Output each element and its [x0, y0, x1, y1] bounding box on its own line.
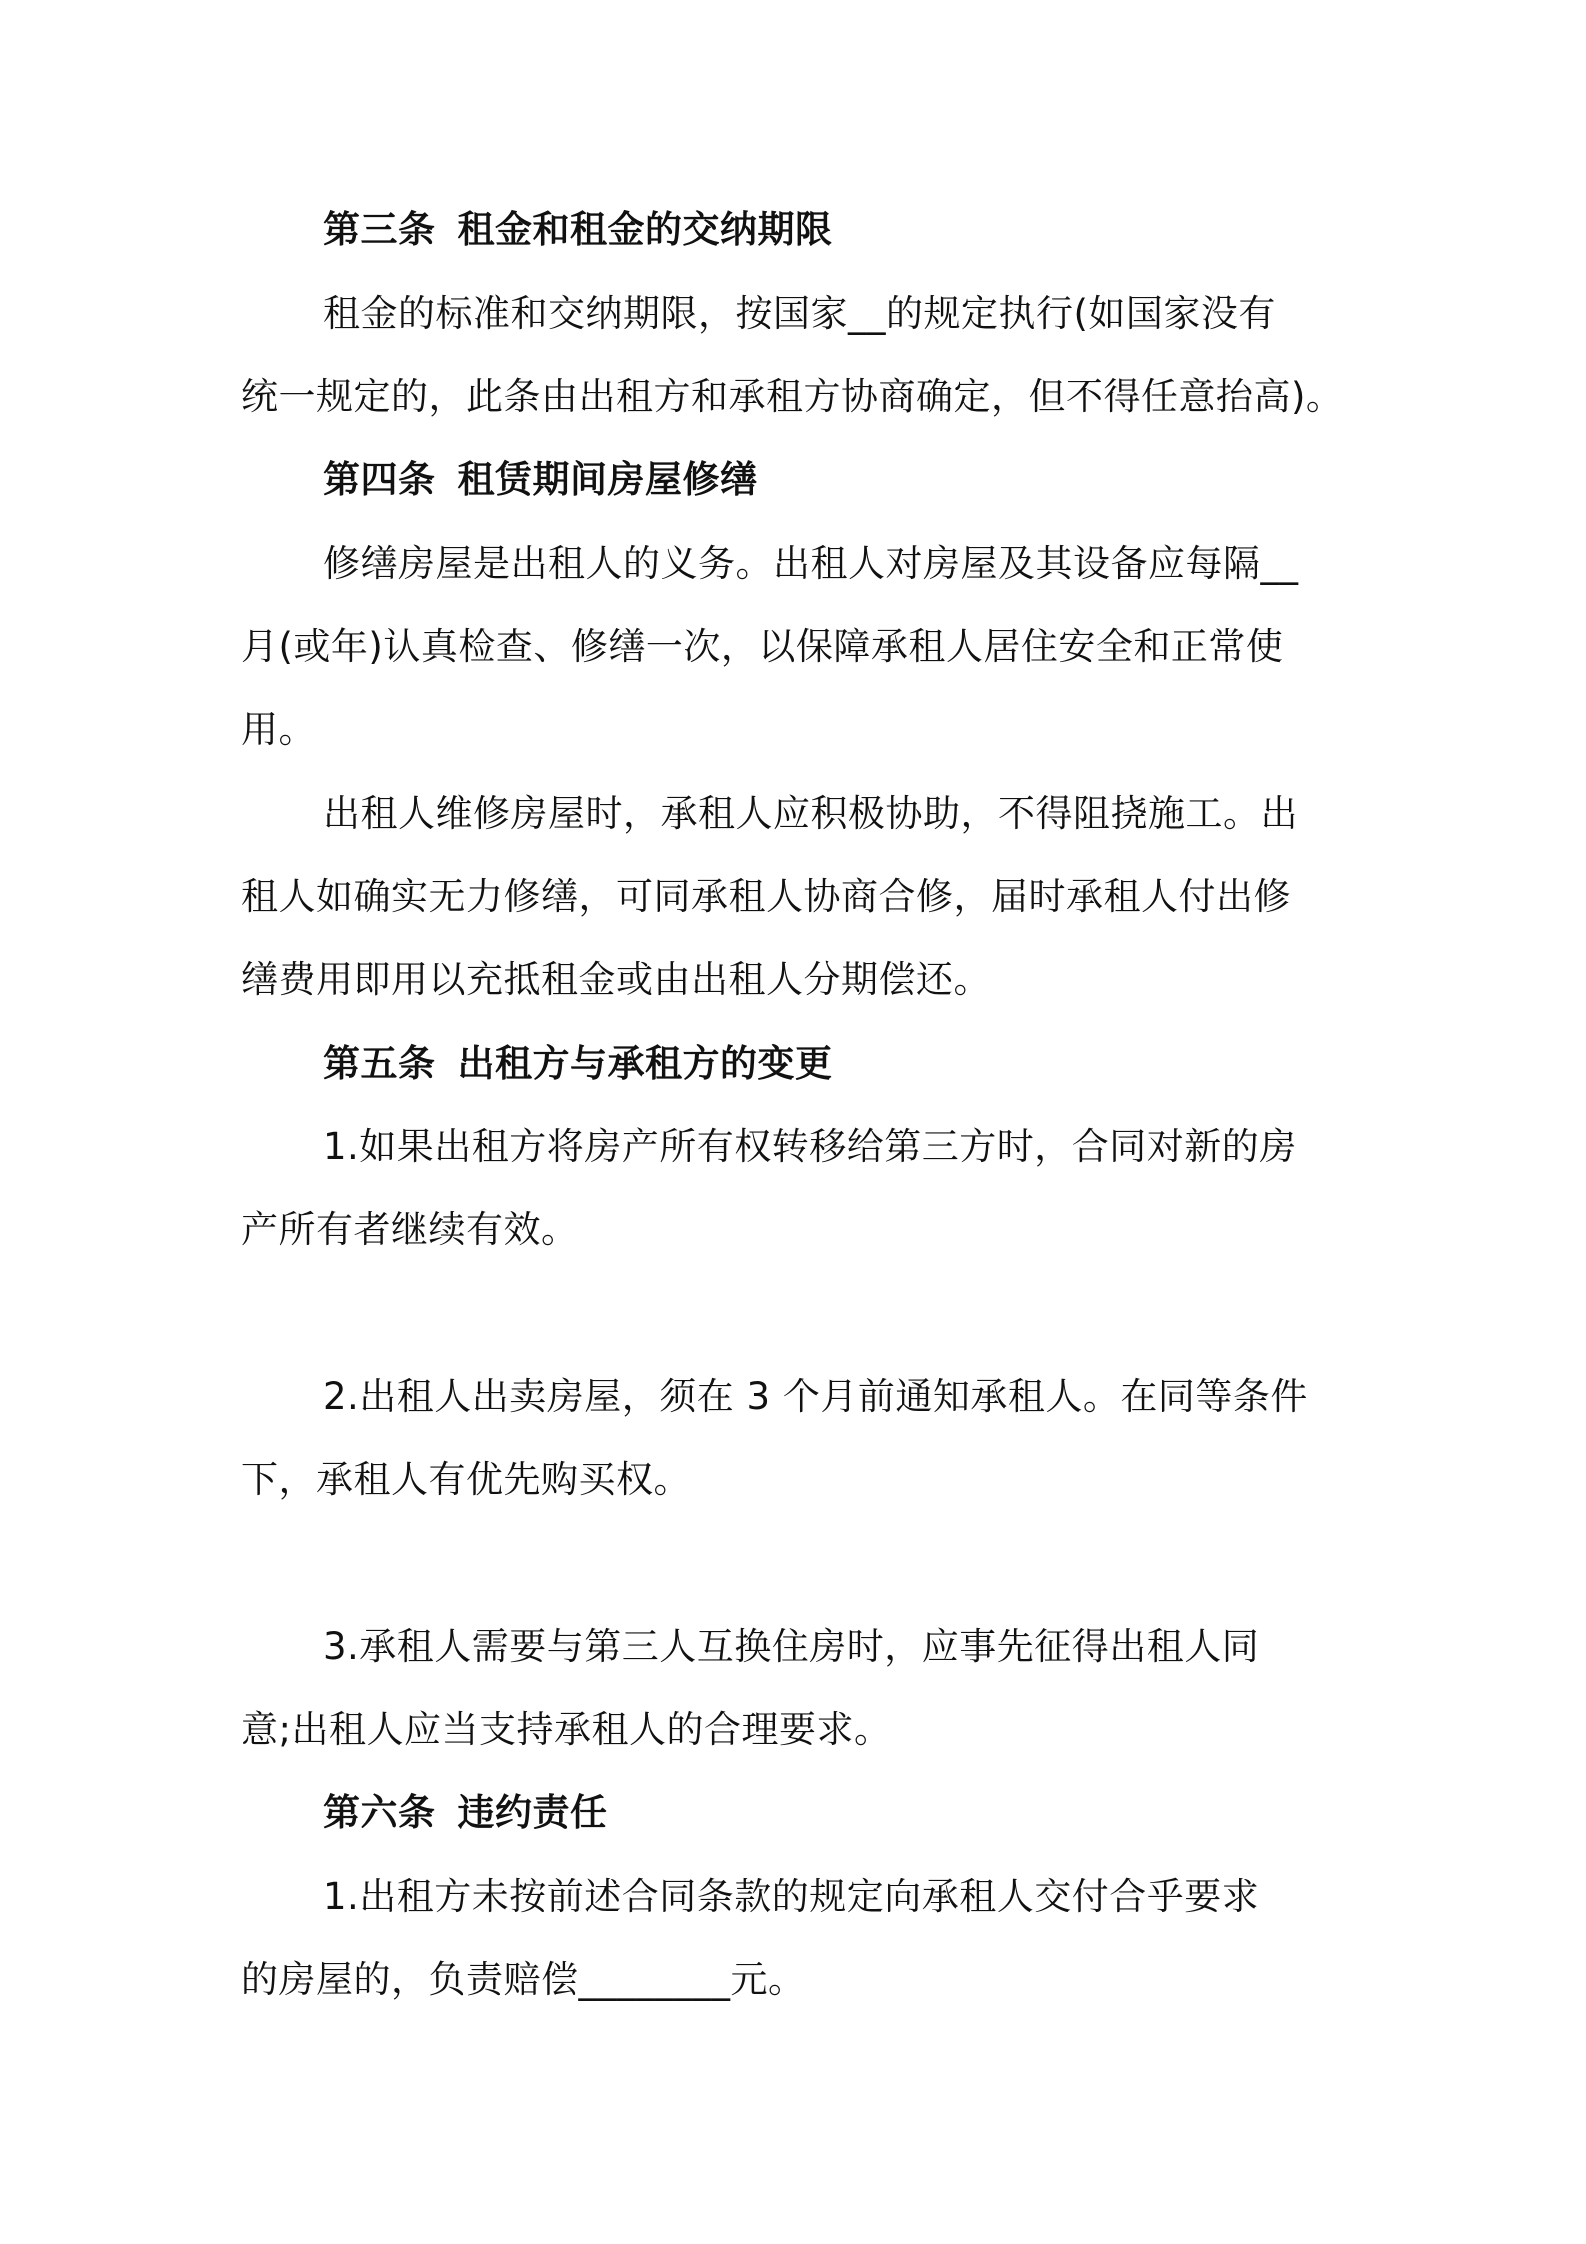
- article-4-para-2-line-1: 出租人维修房屋时，承租人应积极协助，不得阻挠施工。出: [323, 792, 1298, 835]
- article-5-item-3-line-2: 意;出租人应当支持承租人的合理要求。: [241, 1708, 892, 1751]
- article-4-number: 第四条: [323, 458, 436, 501]
- article-6-item-1-line-2: 的房屋的，负责赔偿________元。: [241, 1958, 806, 2001]
- article-5-title: 出租方与承租方的变更: [457, 1042, 833, 1085]
- article-5-item-2-line-2: 下，承租人有优先购买权。: [241, 1458, 691, 1501]
- article-4-para-1-line-3: 用。: [241, 708, 316, 751]
- article-6-title: 违约责任: [457, 1791, 608, 1834]
- article-3-para-line-2: 统一规定的，此条由出租方和承租方协商确定，但不得任意抬高)。: [241, 375, 1344, 418]
- article-6-heading: [323, 1789, 608, 1837]
- article-6-number: 第六条: [323, 1791, 436, 1834]
- article-4-title: 租赁期间房屋修缮: [457, 458, 758, 501]
- article-3-number: 第三条: [323, 208, 436, 251]
- article-4-para-2-line-2: 租人如确实无力修缮，可同承租人协商合修，届时承租人付出修: [241, 875, 1291, 918]
- article-5-number: 第五条: [323, 1042, 436, 1085]
- article-4-heading: [323, 456, 758, 504]
- article-5-item-1-line-1: 1.如果出租方将房产所有权转移给第三方时，合同对新的房: [323, 1125, 1297, 1168]
- article-3-heading: [323, 206, 833, 254]
- article-5-item-2-line-1: 2.出租人出卖房屋，须在 3 个月前通知承租人。在同等条件: [323, 1375, 1308, 1418]
- article-5-item-1-line-2: 产所有者继续有效。: [241, 1208, 579, 1251]
- article-5-item-3-line-1: 3.承租人需要与第三人互换住房时，应事先征得出租人同: [323, 1625, 1260, 1668]
- article-4-para-2-line-3: 缮费用即用以充抵租金或由出租人分期偿还。: [241, 958, 991, 1001]
- article-5-heading: [323, 1040, 833, 1088]
- article-3-para-line-1: 租金的标准和交纳期限，按国家__的规定执行(如国家没有: [323, 292, 1276, 335]
- article-3-title: 租金和租金的交纳期限: [457, 208, 833, 251]
- article-6-item-1-line-1: 1.出租方未按前述合同条款的规定向承租人交付合乎要求: [323, 1875, 1260, 1918]
- article-4-para-1-line-1: 修缮房屋是出租人的义务。出租人对房屋及其设备应每隔__: [323, 542, 1299, 585]
- article-4-para-1-line-2: 月(或年)认真检查、修缮一次，以保障承租人居住安全和正常使: [241, 625, 1284, 668]
